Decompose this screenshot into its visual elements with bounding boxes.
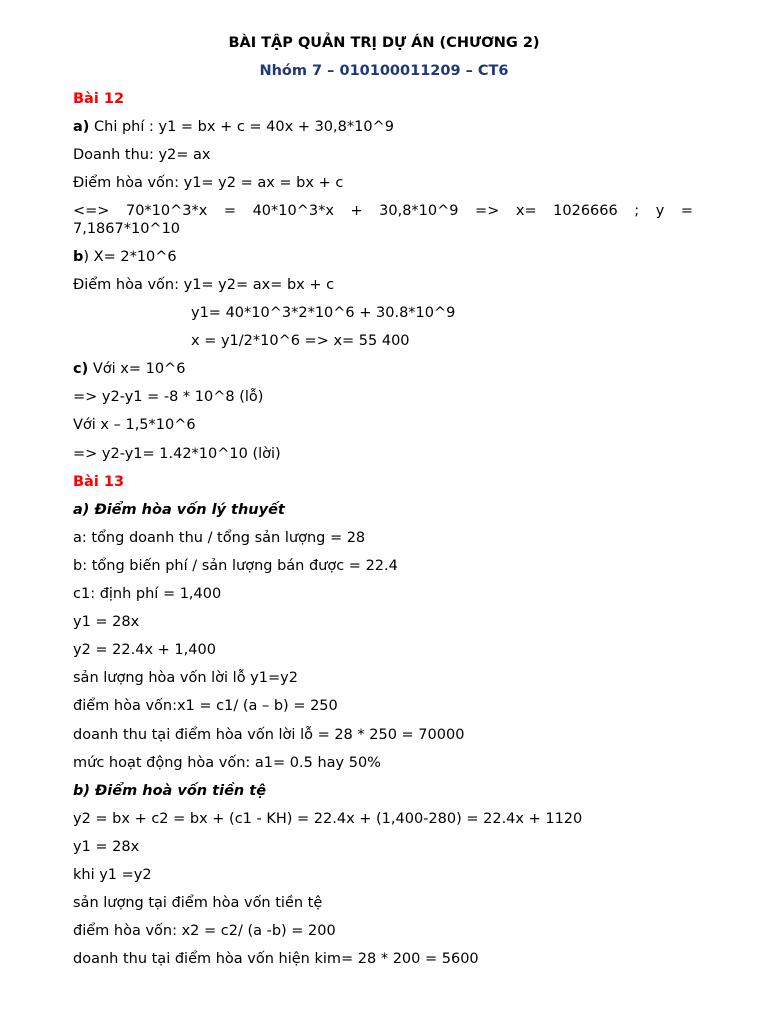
bai12-c-label: c) (73, 361, 89, 377)
bai13-b-line: y1 = 28x (73, 839, 140, 855)
bai13-a-line: c1: định phí = 1,400 (73, 586, 222, 602)
bai13-a-line: y1 = 28x (73, 614, 140, 630)
bai12-c-line (73, 360, 185, 378)
bai13-b-line: doanh thu tại điểm hòa vốn hiện kim= 28 * 200 = 5600 (73, 951, 479, 967)
bai13-b-line: khi y1 =y2 (73, 867, 152, 883)
bai12-a-line (73, 118, 394, 136)
bai13-a-line: a: tổng doanh thu / tổng sản lượng = 28 (73, 530, 366, 546)
bai13-a-line: b: tổng biến phí / sản lượng bán được = 22.4 (73, 558, 398, 574)
bai12-a-label: a) (73, 119, 90, 135)
bai13-a-heading: a) Điểm hòa vốn lý thuyết (73, 502, 285, 518)
bai13-a-line: doanh thu tại điểm hòa vốn lời lỗ = 28 * 250 = 70000 (73, 727, 465, 743)
eq-token: ; (634, 203, 640, 219)
eq-token: x= (515, 203, 537, 219)
eq-token: 1026666 (553, 203, 618, 219)
bai13-a-line: y2 = 22.4x + 1,400 (73, 642, 216, 658)
bai12-c-result1: => y2-y1 = -8 * 10^8 (lỗ) (73, 389, 264, 405)
bai12-x-calc: x = y1/2*10^6 => x= 55 400 (191, 333, 410, 349)
bai12-y1-calc: y1= 40*10^3*2*10^6 + 30.8*10^9 (191, 305, 456, 321)
bai13-heading: Bài 13 (73, 474, 125, 490)
bai12-equation-cont: 7,1867*10^10 (73, 221, 181, 237)
bai12-b-line (73, 248, 177, 266)
bai13-b-line: điểm hòa vốn: x2 = c2/ (a -b) = 200 (73, 923, 336, 939)
bai12-revenue: Doanh thu: y2= ax (73, 147, 211, 163)
bai13-a-line: mức hoạt động hòa vốn: a1= 0.5 hay 50% (73, 755, 381, 771)
eq-token: = (223, 203, 237, 219)
bai12-equation-line (73, 202, 693, 220)
bai12-c-text: Với x= 10^6 (88, 361, 186, 377)
bai13-a-line: điểm hòa vốn:x1 = c1/ (a – b) = 250 (73, 698, 338, 714)
bai13-b-line: sản lượng tại điểm hòa vốn tiền tệ (73, 895, 323, 911)
eq-token: 30,8*10^9 (379, 203, 459, 219)
eq-token: + (350, 203, 363, 219)
document-subtitle: Nhóm 7 – 010100011209 – CT6 (259, 63, 509, 79)
bai12-breakeven2: Điểm hòa vốn: y1= y2= ax= bx + c (73, 277, 335, 293)
bai12-c-with: Với x – 1,5*10^6 (73, 417, 196, 433)
eq-token: = (680, 203, 693, 219)
bai13-a-line: sản lượng hòa vốn lời lỗ y1=y2 (73, 670, 298, 686)
eq-token: y (655, 203, 665, 219)
bai12-c-result2: => y2-y1= 1.42*10^10 (lời) (73, 446, 281, 462)
bai12-heading: Bài 12 (73, 91, 125, 107)
bai12-breakeven1: Điểm hòa vốn: y1= y2 = ax = bx + c (73, 175, 344, 191)
bai13-b-line: y2 = bx + c2 = bx + (c1 - KH) = 22.4x + (1,400-280) = 22.4x + 1120 (73, 811, 583, 827)
bai12-a-text: Chi phí : y1 = bx + c = 40x + 30,8*10^9 (89, 119, 394, 135)
document-title: BÀI TẬP QUẢN TRỊ DỰ ÁN (CHƯƠNG 2) (228, 35, 540, 51)
eq-token: 40*10^3*x (252, 203, 334, 219)
bai12-b-text: ) X= 2*10^6 (83, 249, 177, 265)
bai13-b-heading: b) Điểm hoà vốn tiền tệ (73, 783, 267, 799)
eq-token: <=> (73, 203, 110, 219)
eq-token: => (475, 203, 500, 219)
eq-token: 70*10^3*x (125, 203, 208, 219)
bai12-b-label: b (73, 249, 84, 265)
